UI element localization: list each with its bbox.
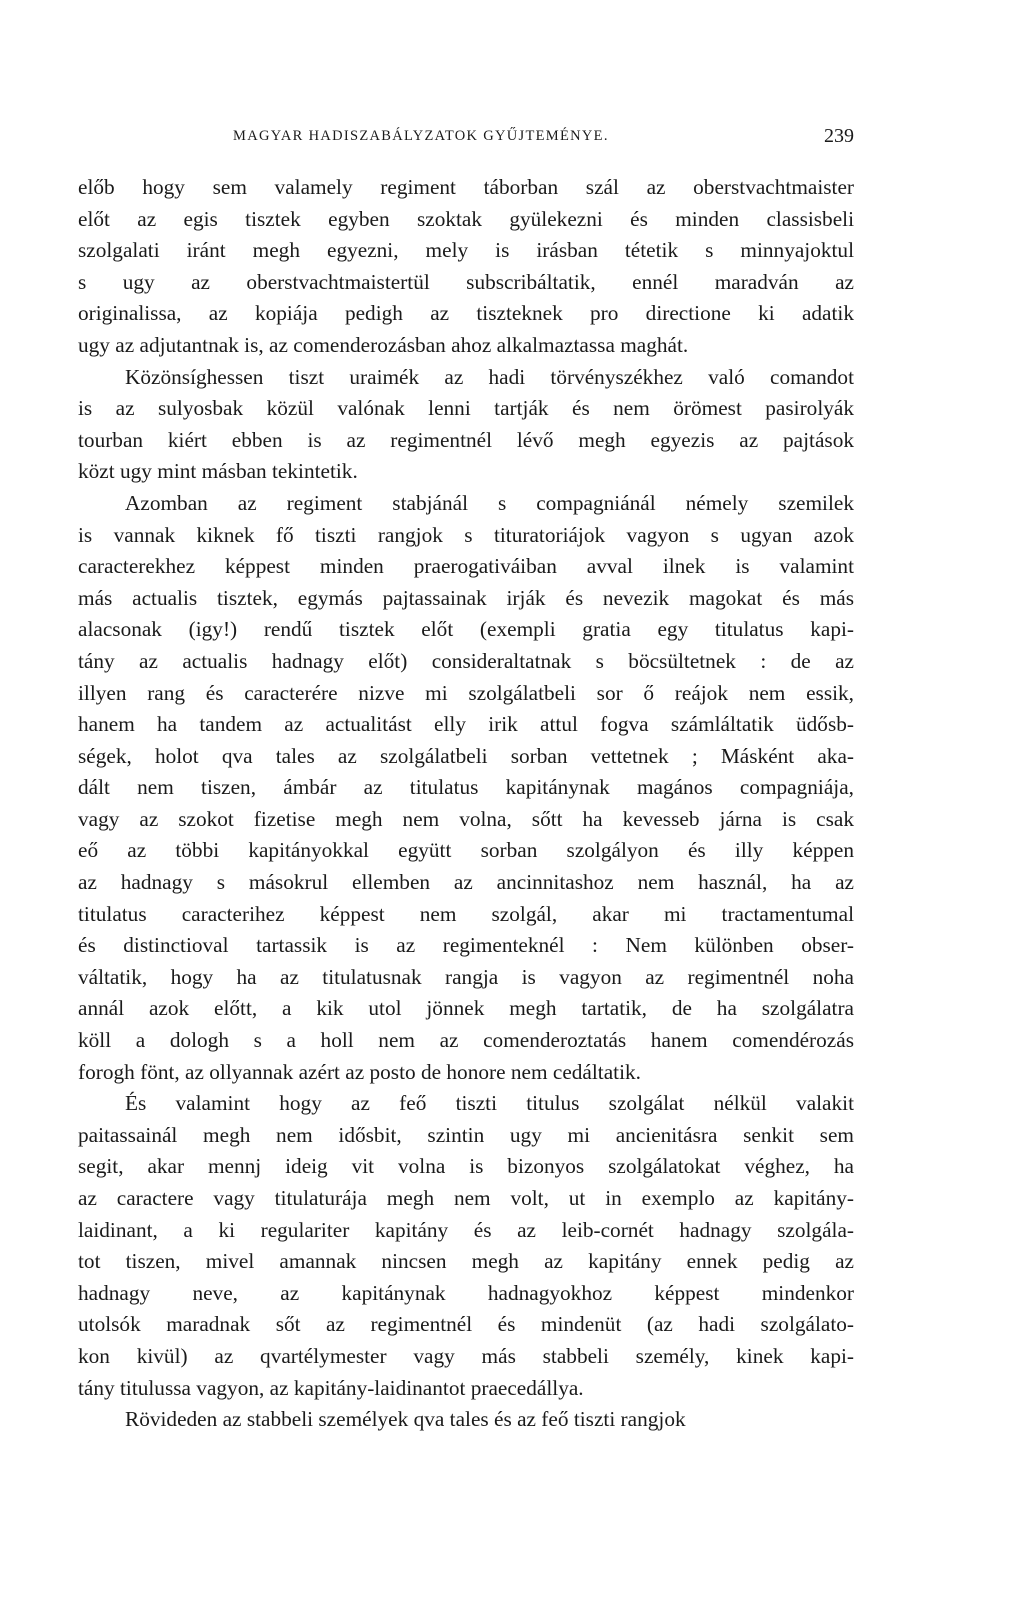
text-line: közt ugy mint másban tekintetik. xyxy=(78,459,358,484)
text-line: az caractere vagy titulaturája megh nem volt, ut in exemplo az kapitány- xyxy=(78,1186,854,1210)
text-line: váltatik, hogy ha az titulatusnak rangja is vagyon az regimentnél noha xyxy=(78,964,854,989)
body-text xyxy=(78,172,854,1436)
text-line: az hadnagy s másokrul ellemben az ancinnitashoz nem használ, ha az xyxy=(78,870,854,895)
text-line: originalissa, az kopiája pedigh az tiszteknek pro directione ki adatik xyxy=(78,301,854,326)
text-line: hadnagy neve, az kapitánynak hadnagyokhoz képpest mindenkor xyxy=(78,1280,854,1305)
text-line: utolsók maradnak sőt az regimentnél és mindenüt (az hadi szolgálato- xyxy=(78,1312,854,1337)
text-line: előb hogy sem valamely regiment táborban szál az oberstvachtmaister xyxy=(78,175,854,199)
text-line: eő az többi kapitányokkal együtt sorban szolgályon és illy képpen xyxy=(78,838,854,863)
text-line: alacsonak (igy!) rendű tisztek előt (exempli gratia egy titulatus kapi- xyxy=(78,617,854,642)
text-line: paitassainál megh nem idősbit, szintin ugy mi ancienitásra senkit sem xyxy=(78,1122,854,1147)
text-line: hanem ha tandem az actualitást elly irik attul fogva számláltatik üdősb- xyxy=(78,712,854,737)
text-line: s ugy az oberstvachtmaistertül subscribáltatik, ennél maradván az xyxy=(78,269,854,294)
text-line: segit, akar mennj ideig vit volna is bizonyos szolgálatokat véghez, ha xyxy=(78,1154,854,1179)
text-line: vagy az szokot fizetise megh nem volna, sőtt ha kevesseb járna is csak xyxy=(78,806,854,831)
text-line: kon kivül) az qvartélymester vagy más stabbeli személy, kinek kapi- xyxy=(78,1343,854,1368)
text-line: és distinctioval tartassik is az regimenteknél : Nem különben obser- xyxy=(78,933,854,958)
text-line: dált nem tiszen, ámbár az titulatus kapitánynak magános compagniája, xyxy=(78,775,854,800)
text-line: caracterekhez képpest minden praerogativáiban avval ilnek is valamint xyxy=(78,554,854,579)
text-line: És valamint hogy az feő tiszti titulus szolgálat nélkül valakit xyxy=(125,1091,854,1116)
running-title: MAGYAR HADISZABÁLYZATOK GYŰJTEMÉNYE. xyxy=(233,128,609,144)
paragraph xyxy=(78,172,854,362)
text-line: laidinant, a ki regulariter kapitány és az leib-cornét hadnagy szolgála- xyxy=(78,1217,854,1242)
text-line: annál azok előtt, a kik utol jönnek megh tartatik, de ha szolgálatra xyxy=(78,996,854,1021)
paragraph xyxy=(78,488,854,1088)
text-line: előt az egis tisztek egyben szoktak gyülekezni és minden classisbeli xyxy=(78,206,854,231)
text-line: más actualis tisztek, egymás pajtassainak irják és nevezik magokat és más xyxy=(78,585,854,610)
text-line: titulatus caracterihez képpest nem szolgál, akar mi tractamentumal xyxy=(78,901,854,926)
running-head xyxy=(78,125,854,158)
paragraph xyxy=(78,362,854,488)
text-line: Rövideden az stabbeli személyek qva tales és az feő tiszti rangjok xyxy=(125,1407,686,1432)
text-line: ségek, holot qva tales az szolgálatbeli sorban vettetnek ; Másként aka- xyxy=(78,743,854,768)
text-line: illyen rang és caracterére nizve mi szolgálatbeli sor ő reájok nem essik, xyxy=(78,680,854,705)
paragraph xyxy=(78,1404,854,1436)
text-line: forogh fönt, az ollyannak azért az posto de honore nem cedáltatik. xyxy=(78,1059,641,1084)
text-line: is az sulyosbak közül valónak lenni tartják és nem örömest pasirolyák xyxy=(78,396,854,421)
text-line: tot tiszen, mivel amannak nincsen megh az kapitány ennek pedig az xyxy=(78,1249,854,1274)
paragraph xyxy=(78,1088,854,1404)
text-line: szolgalati iránt megh egyezni, mely is irásban tétetik s minnyajoktul xyxy=(78,238,854,263)
text-line: köll a dologh s a holl nem az comenderoztatás hanem comendérozás xyxy=(78,1028,854,1053)
text-line: is vannak kiknek fő tiszti rangjok s tituratoriájok vagyon s ugyan azok xyxy=(78,522,854,547)
text-line: ugy az adjutantnak is, az comenderozásban ahoz alkalmaztassa maghát. xyxy=(78,332,689,357)
page-number: 239 xyxy=(824,125,854,147)
text-line: tány titulussa vagyon, az kapitány-laidinantot praecedállya. xyxy=(78,1375,584,1400)
text-line: Azomban az regiment stabjánál s compagniánál némely szemilek xyxy=(125,490,854,515)
text-line: Közönsíghessen tiszt uraimék az hadi törvényszékhez való comandot xyxy=(125,364,854,389)
text-line: tourban kiért ebben is az regimentnél lévő megh egyezis az pajtások xyxy=(78,427,854,452)
text-line: tány az actualis hadnagy előt) consideraltatnak s böcsültetnek : de az xyxy=(78,648,854,673)
